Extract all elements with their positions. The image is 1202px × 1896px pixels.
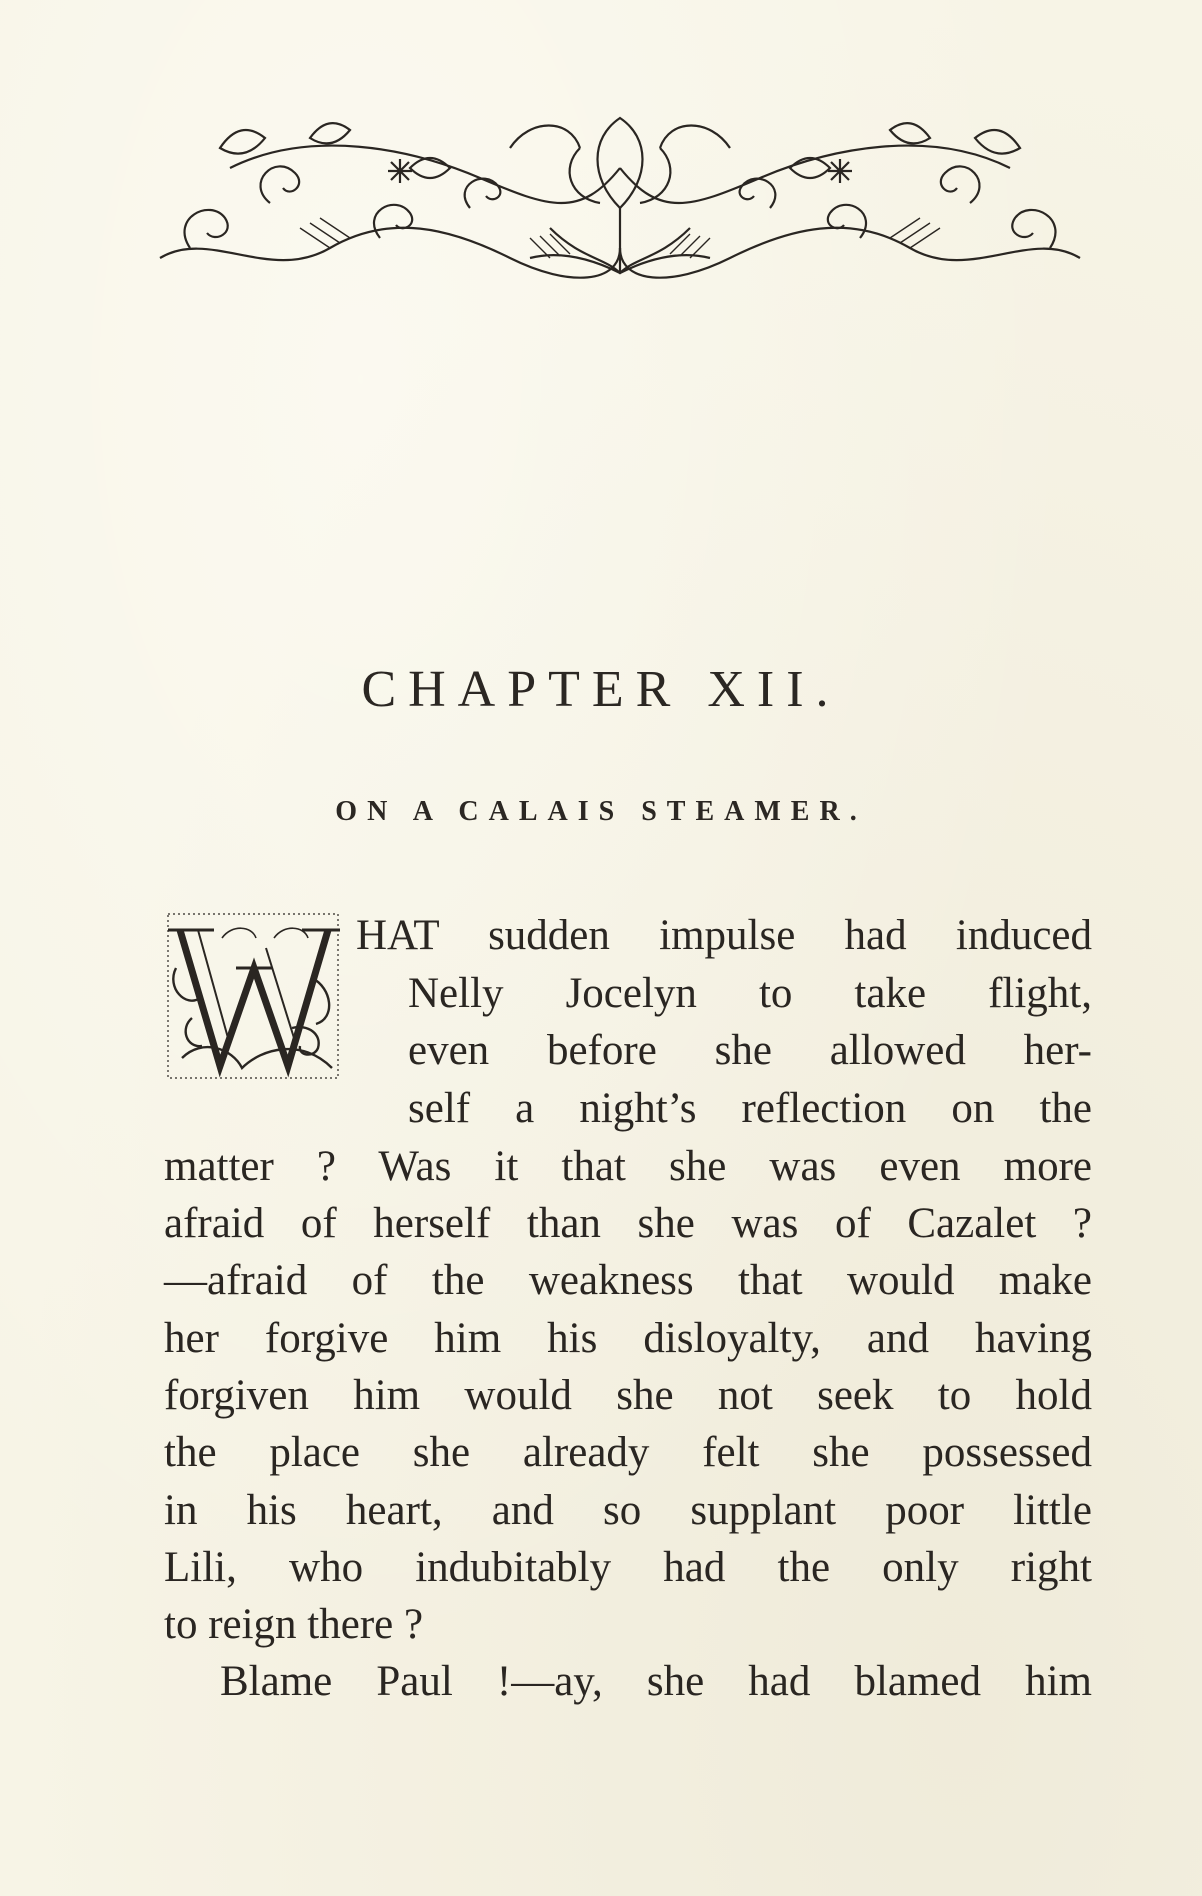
ornamental-dropcap-w — [162, 908, 344, 1084]
body-line-8: her forgive him his disloyalty, and having — [164, 1315, 1092, 1362]
body-line-1: HAT sudden impulse had induced — [356, 912, 1092, 959]
body-line-11: in his heart, and so supplant poor little — [164, 1487, 1092, 1534]
body-line-9: forgiven him would she not seek to hold — [164, 1372, 1092, 1419]
body-line-2: Nelly Jocelyn to take flight, — [408, 970, 1092, 1017]
floral-headpiece-ornament — [150, 108, 1090, 288]
body-line-3: even before she allowed her- — [408, 1027, 1092, 1074]
body-line-5: matter ? Was it that she was even more — [164, 1143, 1092, 1190]
body-line-10: the place she already felt she possessed — [164, 1429, 1092, 1476]
body-line-14: Blame Paul !—ay, she had blamed him — [220, 1658, 1092, 1705]
body-line-4: self a night’s reflection on the — [408, 1085, 1092, 1132]
chapter-subtitle: ON A CALAIS STEAMER. — [335, 796, 867, 827]
chapter-title: CHAPTER XII. — [361, 661, 841, 718]
body-line-12: Lili, who indubitably had the only right — [164, 1544, 1092, 1591]
body-line-7: —afraid of the weakness that would make — [164, 1257, 1092, 1304]
body-line-6: afraid of herself than she was of Cazalet ? — [164, 1200, 1092, 1247]
body-line-13: to reign there ? — [164, 1601, 424, 1648]
